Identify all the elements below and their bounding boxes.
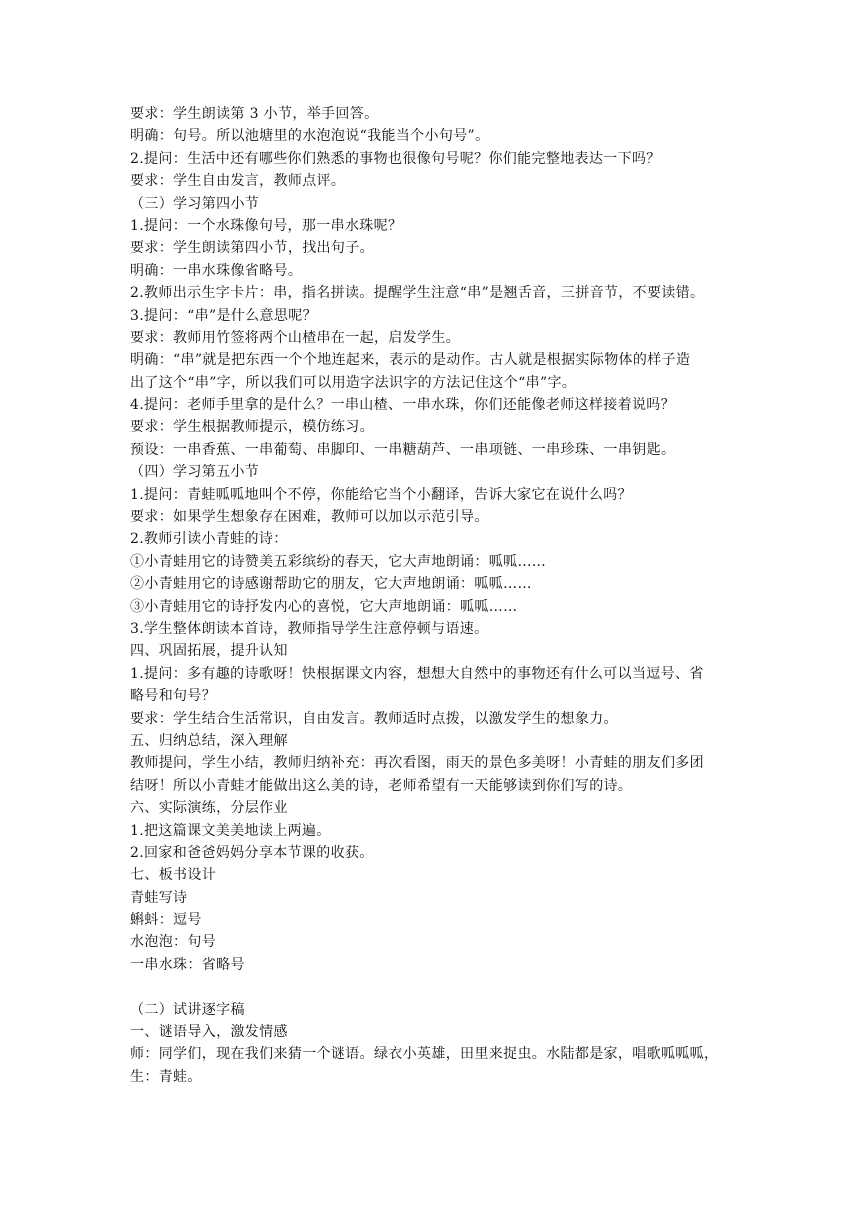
text-line: 七、板书设计 [130,867,217,884]
text-line: 明确：句号。所以池塘里的水泡泡说“我能当个小句号”。 [130,128,490,145]
text-line: 要求：教师用竹签将两个山楂串在一起，启发学生。 [130,329,461,346]
text-line: 青蛙写诗 [130,889,188,906]
text-line: 3.提问：“串”是什么意思呢？ [130,307,317,324]
text-line: ①小青蛙用它的诗赞美五彩缤纷的春天，它大声地朗诵：呱呱…… [130,553,547,570]
text-line: 2.提问：生活中还有哪些你们熟悉的事物也很像句号呢？你们能完整地表达一下吗？ [130,150,661,167]
text-line: ②小青蛙用它的诗感谢帮助它的朋友，它大声地朗诵：呱呱…… [130,576,532,593]
text-line: 明确：一串水珠像省略号。 [130,262,303,279]
text-line: 要求：学生自由发言，教师点评。 [130,173,346,190]
text-line: 要求：学生朗读第四小节，找出句子。 [130,240,374,257]
text-line: 1.提问：一个水珠像句号，那一串水珠呢？ [130,217,403,234]
text-line: （三）学习第四小节 [130,195,260,212]
text-line: 四、巩固拓展，提升认知 [130,643,288,660]
text-line: 生：青蛙。 [130,1068,202,1085]
text-line: 要求：学生朗读第 3 小节，举手回答。 [130,106,379,122]
text-line: 六、实际演练，分层作业 [130,800,288,817]
text-line: （四）学习第五小节 [130,464,260,481]
text-line: 2.教师引读小青蛙的诗： [130,531,288,548]
text-line: 一、谜语导入，激发情感 [130,1024,288,1041]
text-line: 教师提问，学生小结，教师归纳补充：再次看图，雨天的景色多美呀！小青蛙的朋友们多团 [130,755,704,772]
blank-line [130,976,740,998]
text-line: 要求：如果学生想象存在困难，教师可以加以示范引导。 [130,509,489,526]
text-line: 一串水珠：省略号 [130,956,245,973]
text-line: 1.把这篇课文美美地读上两遍。 [130,822,331,839]
text-line: 明确：“串”就是把东西一个个地连起来，表示的是动作。古人就是根据实际物体的样子造 [130,352,691,369]
text-line: 要求：学生结合生活常识，自由发言。教师适时点拨，以激发学生的想象力。 [130,710,618,727]
text-line: 蝌蚪：逗号 [130,912,202,929]
text-line: 2.教师出示生字卡片：串，指名拼读。提醒学生注意“串”是翘舌音，三拼音节，不要读错。 [130,285,705,302]
text-line: 要求：学生根据教师提示，模仿练习。 [130,419,374,436]
text-line: 略号和句号？ [130,688,217,705]
text-line: 2.回家和爸爸妈妈分享本节课的收获。 [130,844,374,861]
text-line: 师：同学们，现在我们来猜一个谜语。绿衣小英雄，田里来捉虫。水陆都是家，唱歌呱呱呱， [130,1046,719,1063]
document-body [130,103,740,1088]
text-line: （二）试讲逐字稿 [130,1001,245,1018]
text-line: 1.提问：青蛙呱呱地叫个不停，你能给它当个小翻译，告诉大家它在说什么吗？ [130,486,632,503]
text-line: ③小青蛙用它的诗抒发内心的喜悦，它大声地朗诵：呱呱…… [130,598,518,615]
text-line: 4.提问：老师手里拿的是什么？一串山楂、一串水珠，你们还能像老师这样接着说吗？ [130,397,676,414]
text-line: 五、归纳总结，深入理解 [130,732,288,749]
text-line: 预设：一串香蕉、一串葡萄、串脚印、一串糖葫芦、一串项链、一串珍珠、一串钥匙。 [130,441,676,458]
text-line: 水泡泡：句号 [130,934,217,951]
text-line: 3.学生整体朗读本首诗，教师指导学生注意停顿与语速。 [130,620,489,637]
text-line: 出了这个“串”字，所以我们可以用造字法识字的方法记住这个“串”字。 [130,374,577,391]
text-line: 结呀！所以小青蛙才能做出这么美的诗，老师希望有一天能够读到你们写的诗。 [130,777,633,794]
text-line: 1.提问：多有趣的诗歌呀！快根据课文内容，想想大自然中的事物还有什么可以当逗号、省 [130,665,704,682]
